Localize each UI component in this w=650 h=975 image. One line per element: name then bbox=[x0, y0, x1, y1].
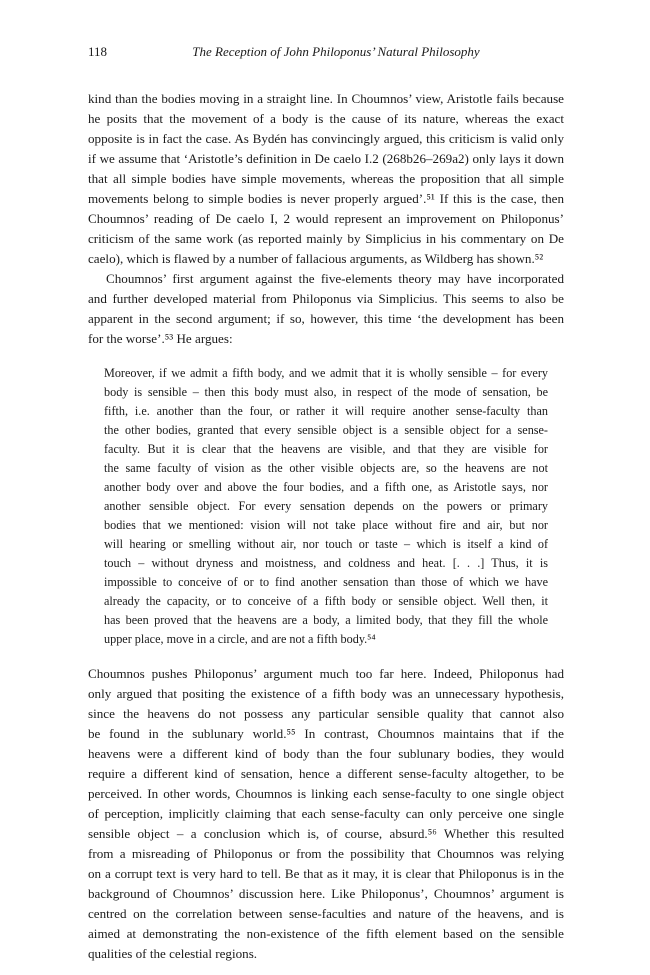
text-line: require a different kind of sensation, hence a different sense-faculty altogether, to be bbox=[88, 766, 564, 781]
text-line: be found in the sublunary world.⁵⁵ In contrast, Choumnos maintains that if the bbox=[88, 726, 564, 741]
text-line: aimed at demonstrating the non-existence of the fifth element based on the sensible bbox=[88, 926, 564, 941]
text-line: heavens were a different kind of body than the four sublunary bodies, they would bbox=[88, 746, 564, 761]
quote-line: fifth, i.e. another than the four, or rather it will require another sense-faculty than bbox=[104, 404, 548, 418]
text-line: Choumnos pushes Philoponus’ argument much too far here. Indeed, Philoponus had bbox=[88, 666, 564, 681]
text-line: for the worse’.⁵³ He argues: bbox=[88, 331, 233, 346]
text-line: Choumnos’ first argument against the five-elements theory may have incorporated bbox=[106, 271, 564, 286]
quote-line: impossible to conceive of or to find another sensation than those of which we have bbox=[104, 575, 548, 589]
text-line: caelo), which is flawed by a number of fallacious arguments, as Wildberg has shown.⁵² bbox=[88, 251, 544, 266]
text-line: only argued that positing the existence of a fifth body was an unnecessary hypothesis, bbox=[88, 686, 564, 701]
quote-line: the same faculty of vision as the other visible objects are, so the heavens are not bbox=[104, 461, 548, 475]
text-line: from a misreading of Philoponus or from the possibility that Choumnos was relying bbox=[88, 846, 564, 861]
text-line: perceived. In other words, Choumnos is linking each sense-faculty to one single object bbox=[88, 786, 564, 801]
running-header bbox=[88, 44, 564, 64]
quote-line: body is sensible – then this body must also, in respect of the mode of sensation, be bbox=[104, 385, 548, 399]
text-line: since the heavens do not possess any particular sensible quality that cannot also bbox=[88, 706, 564, 721]
text-line: Choumnos’ reading of De caelo I, 2 would represent an improvement on Philoponus’ bbox=[88, 211, 564, 226]
text-line: criticism of the same work (as reported mainly by Simplicius in his commentary on De bbox=[88, 231, 564, 246]
quote-line: has been proved that the heavens are a body, a limited body, that they fill the whole bbox=[104, 613, 548, 627]
quote-line: will hearing or smelling without air, nor touch or taste – which is itself a kind of bbox=[104, 537, 548, 551]
quote-line: Moreover, if we admit a fifth body, and we admit that it is wholly sensible – for every bbox=[104, 366, 548, 380]
text-line: and further developed material from Philoponus via Simplicius. This seems to also be bbox=[88, 291, 564, 306]
quote-line: already the capacity, or to conceive of a fifth body or sensible object. Well then, it bbox=[104, 594, 548, 608]
text-line: background of Choumnos’ discussion here. Like Philoponus’, Choumnos’ argument is bbox=[88, 886, 564, 901]
quote-line: faculty. But it is clear that the heavens are visible, and that they are visible for bbox=[104, 442, 548, 456]
text-line: movements belong to simple bodies is never properly argued’.⁵¹ If this is the case, then bbox=[88, 191, 564, 206]
text-line: he posits that the movement of a body is the cause of its nature, whereas the exact bbox=[88, 111, 564, 126]
text-line: sensible object – a conclusion which is, of course, absurd.⁵⁶ Whether this resulted bbox=[88, 826, 564, 841]
text-line: centred on the correlation between sense-faculties and nature of the heavens, and is bbox=[88, 906, 564, 921]
text-line: if we assume that ‘Aristotle’s definition in De caelo I.2 (268b26–269a2) only lays it down bbox=[88, 151, 564, 166]
quote-line: another sensible object. For every sensation depends on the powers or primary bbox=[104, 499, 548, 513]
page-number: 118 bbox=[88, 44, 108, 59]
text-line: that all simple bodies have simple movements, whereas the proposition that all simple bbox=[88, 171, 564, 186]
text-line: kind than the bodies moving in a straight line. In Choumnos’ view, Aristotle fails because bbox=[88, 91, 564, 106]
quote-line: touch – without dryness and moistness, and coldness and heat. [. . .] Thus, it is bbox=[104, 556, 548, 570]
text-line: on a corrupt text is very hard to tell. Be that as it may, it is clear that Philoponus is in the bbox=[88, 866, 564, 881]
text-line: qualities of the celestial regions. bbox=[88, 946, 258, 961]
running-title: The Reception of John Philoponus’ Natural Philosophy bbox=[192, 44, 480, 59]
text-line: apparent in the second argument; if so, however, this time ‘the development has been bbox=[88, 311, 564, 326]
text-line: opposite is in fact the case. As Bydén has convincingly argued, this criticism is valid only bbox=[88, 131, 564, 146]
quote-line: bodies that we mentioned: vision will not take place without fire and air, but nor bbox=[104, 518, 548, 532]
quote-line: another body over and above the four bodies, and a fifth one, as Aristotle says, nor bbox=[104, 480, 548, 494]
quote-line: upper place, move in a circle, and are not a fifth body.⁵⁴ bbox=[104, 632, 376, 646]
quote-line: the other bodies, granted that every sensible object is a sensible object for a sense- bbox=[104, 423, 548, 437]
text-line: of perception, implicitly claiming that each sense-faculty can only perceive one single bbox=[88, 806, 564, 821]
